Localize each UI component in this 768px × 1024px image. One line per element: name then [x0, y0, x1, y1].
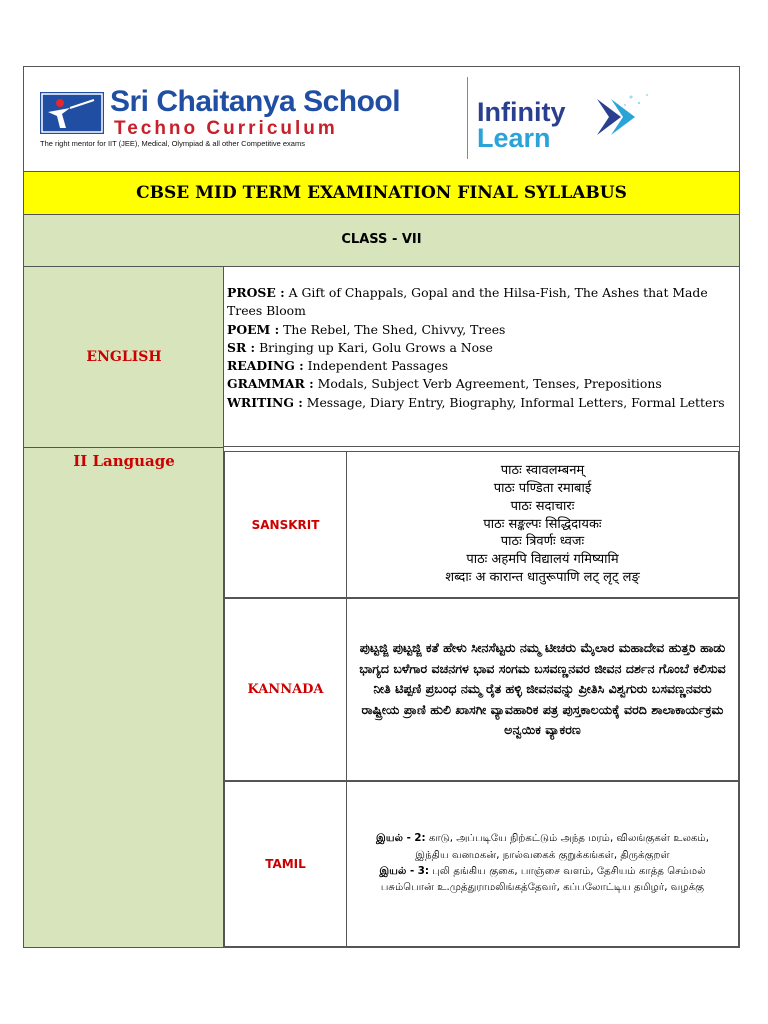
partner-logo-line2: Learn — [477, 123, 551, 153]
poem-label: POEM : — [227, 321, 280, 337]
sanskrit-line: पाठः पण्डिता रमाबाई — [493, 481, 592, 496]
kannada-text: ಪುಟ್ಟಜ್ಜಿ ಪುಟ್ಟಜ್ಜಿ ಕತೆ ಹೇಳು ಸೀನಸೆಟ್ಟರು ನಮ್ಮ ಟೀಚರು ಮೈಲಾರ ಮಹಾದೇವ ಹುತ್ತರಿ ಹಾಡು ಭಾಗ್ಯದ ಬಳೆಗಾರ ವಚನಗಳ ಭಾವ ಸಂಗಮ ಬಸವಣ್ಣನವರ ಜೀವನ ದರ್ಶನ ಗೊಂಬೆ ಕಲಿಸುವ ನೀತಿ ಟಿಪ್ಪಣಿ ಪ್ರಬಂಧ ನಮ್ಮ ರೈತ ಹಳ್ಳಿ ಜೀವನವನ್ನು ಪ್ರೀತಿಸಿ ವಿಶ್ವಗುರು ಬಸವಣ್ಣನವರು ರಾಷ್ಟ್ರೀಯ ಪ್ರಾಣಿ ಹುಲಿ ಖಾಸಗೀ ವ್ಯಾವಹಾರಿಕ ಪತ್ರ ಪುಸ್ತಕಾಲಯಕ್ಕೆ ವರದಿ ಶಾಲಾಕಾರ್ಯಕ್ರಮ ಅನ್ವಯಿಕ ವ್ಯಾಕರಣ — [359, 640, 726, 738]
subject-divider — [24, 447, 224, 448]
english-grammar — [227, 375, 739, 393]
tamil-unit-3-label: இயல் - 3: — [379, 866, 429, 877]
english-writing — [227, 394, 739, 412]
reading-text: Independent Passages — [303, 358, 449, 374]
writing-label: WRITING : — [227, 394, 303, 410]
header-divider — [467, 77, 468, 159]
english-reading — [227, 357, 739, 375]
kannada-syllabus — [347, 598, 739, 781]
second-language-table — [224, 451, 739, 947]
subject-english: ENGLISH — [86, 349, 162, 365]
sr-label: SR : — [227, 339, 256, 355]
tamil-unit-2-text: காடு, அப்படியே நிற்கட்டும் அந்த மரம், விலங்குகள் உலகம், இந்திய வனமகன், நால்வகைக் குறுக்கங்கள், திருக்குறள் — [415, 833, 709, 861]
reading-label: READING : — [227, 358, 304, 374]
tamil-unit-3-text: புலி தங்கிய குகை, பாஞ்சை வளம், தேசியம் காத்த செம்மல் பசும்பொன் உ.முத்துராமலிங்கத்தேவர், கப்பலோட்டிய தமிழர், வழக்கு — [380, 866, 706, 894]
english-syllabus — [224, 267, 739, 447]
sanskrit-line: शब्दाः अ कारान्त धातुरूपाणि लट् लृट् लङ् — [445, 569, 640, 585]
english-prose — [227, 284, 739, 321]
grammar-label: GRAMMAR : — [227, 376, 314, 392]
sr-text: Bringing up Kari, Golu Grows a Nose — [255, 339, 493, 355]
syllabus-sheet — [23, 66, 740, 948]
sanskrit-line: पाठः सङ्कल्पः सिद्धिदायकः — [483, 516, 602, 532]
prose-text: A Gift of Chappals, Gopal and the Hilsa-Fish, The Ashes that Made Trees Bloom — [227, 285, 708, 319]
english-sr — [227, 339, 739, 357]
poem-text: The Rebel, The Shed, Chivvy, Trees — [279, 321, 506, 337]
writing-text: Message, Diary Entry, Biography, Informal Letters, Formal Letters — [302, 394, 725, 410]
sanskrit-row — [224, 451, 739, 598]
sanskrit-label: SANSKRIT — [224, 451, 347, 598]
header — [24, 67, 739, 171]
subject-column — [24, 267, 224, 947]
tamil-label: TAMIL — [224, 781, 347, 947]
grammar-text: Modals, Subject Verb Agreement, Tenses, Prepositions — [313, 376, 662, 392]
brand-tagline: The right mentor for IIT (JEE), Medical, Olympiad & all other Competitive exams — [40, 139, 305, 148]
tamil-unit-2-label: இயல் - 2: — [376, 833, 426, 845]
subject-second-language: II Language — [73, 452, 175, 470]
tamil-text — [363, 831, 723, 897]
sanskrit-line: पाठः त्रिवर्णः ध्वजः — [500, 534, 585, 550]
page-title: CBSE MID TERM EXAMINATION FINAL SYLLABUS — [24, 171, 739, 215]
kannada-row — [224, 598, 739, 781]
brand-subtitle: Techno Curriculum — [114, 118, 338, 139]
partner-logo-line1: Infinity — [477, 97, 566, 127]
sanskrit-line: पाठः अहमपि विद्यालयं गमिष्यामि — [466, 552, 619, 568]
prose-label: PROSE : — [227, 285, 285, 300]
brand-name: Sri Chaitanya School — [110, 85, 401, 118]
english-poem — [227, 321, 739, 339]
class-label: CLASS - VII — [24, 215, 739, 267]
kannada-label: KANNADA — [224, 598, 347, 781]
sanskrit-line: पाठः स्वावलम्बनम् — [500, 463, 585, 479]
sanskrit-line: पाठः सदाचारः — [510, 498, 575, 514]
sanskrit-syllabus — [347, 451, 739, 598]
tamil-row — [224, 781, 739, 947]
tamil-syllabus — [347, 781, 739, 947]
partner-arrow-icon — [587, 89, 657, 147]
school-logo — [40, 92, 104, 134]
